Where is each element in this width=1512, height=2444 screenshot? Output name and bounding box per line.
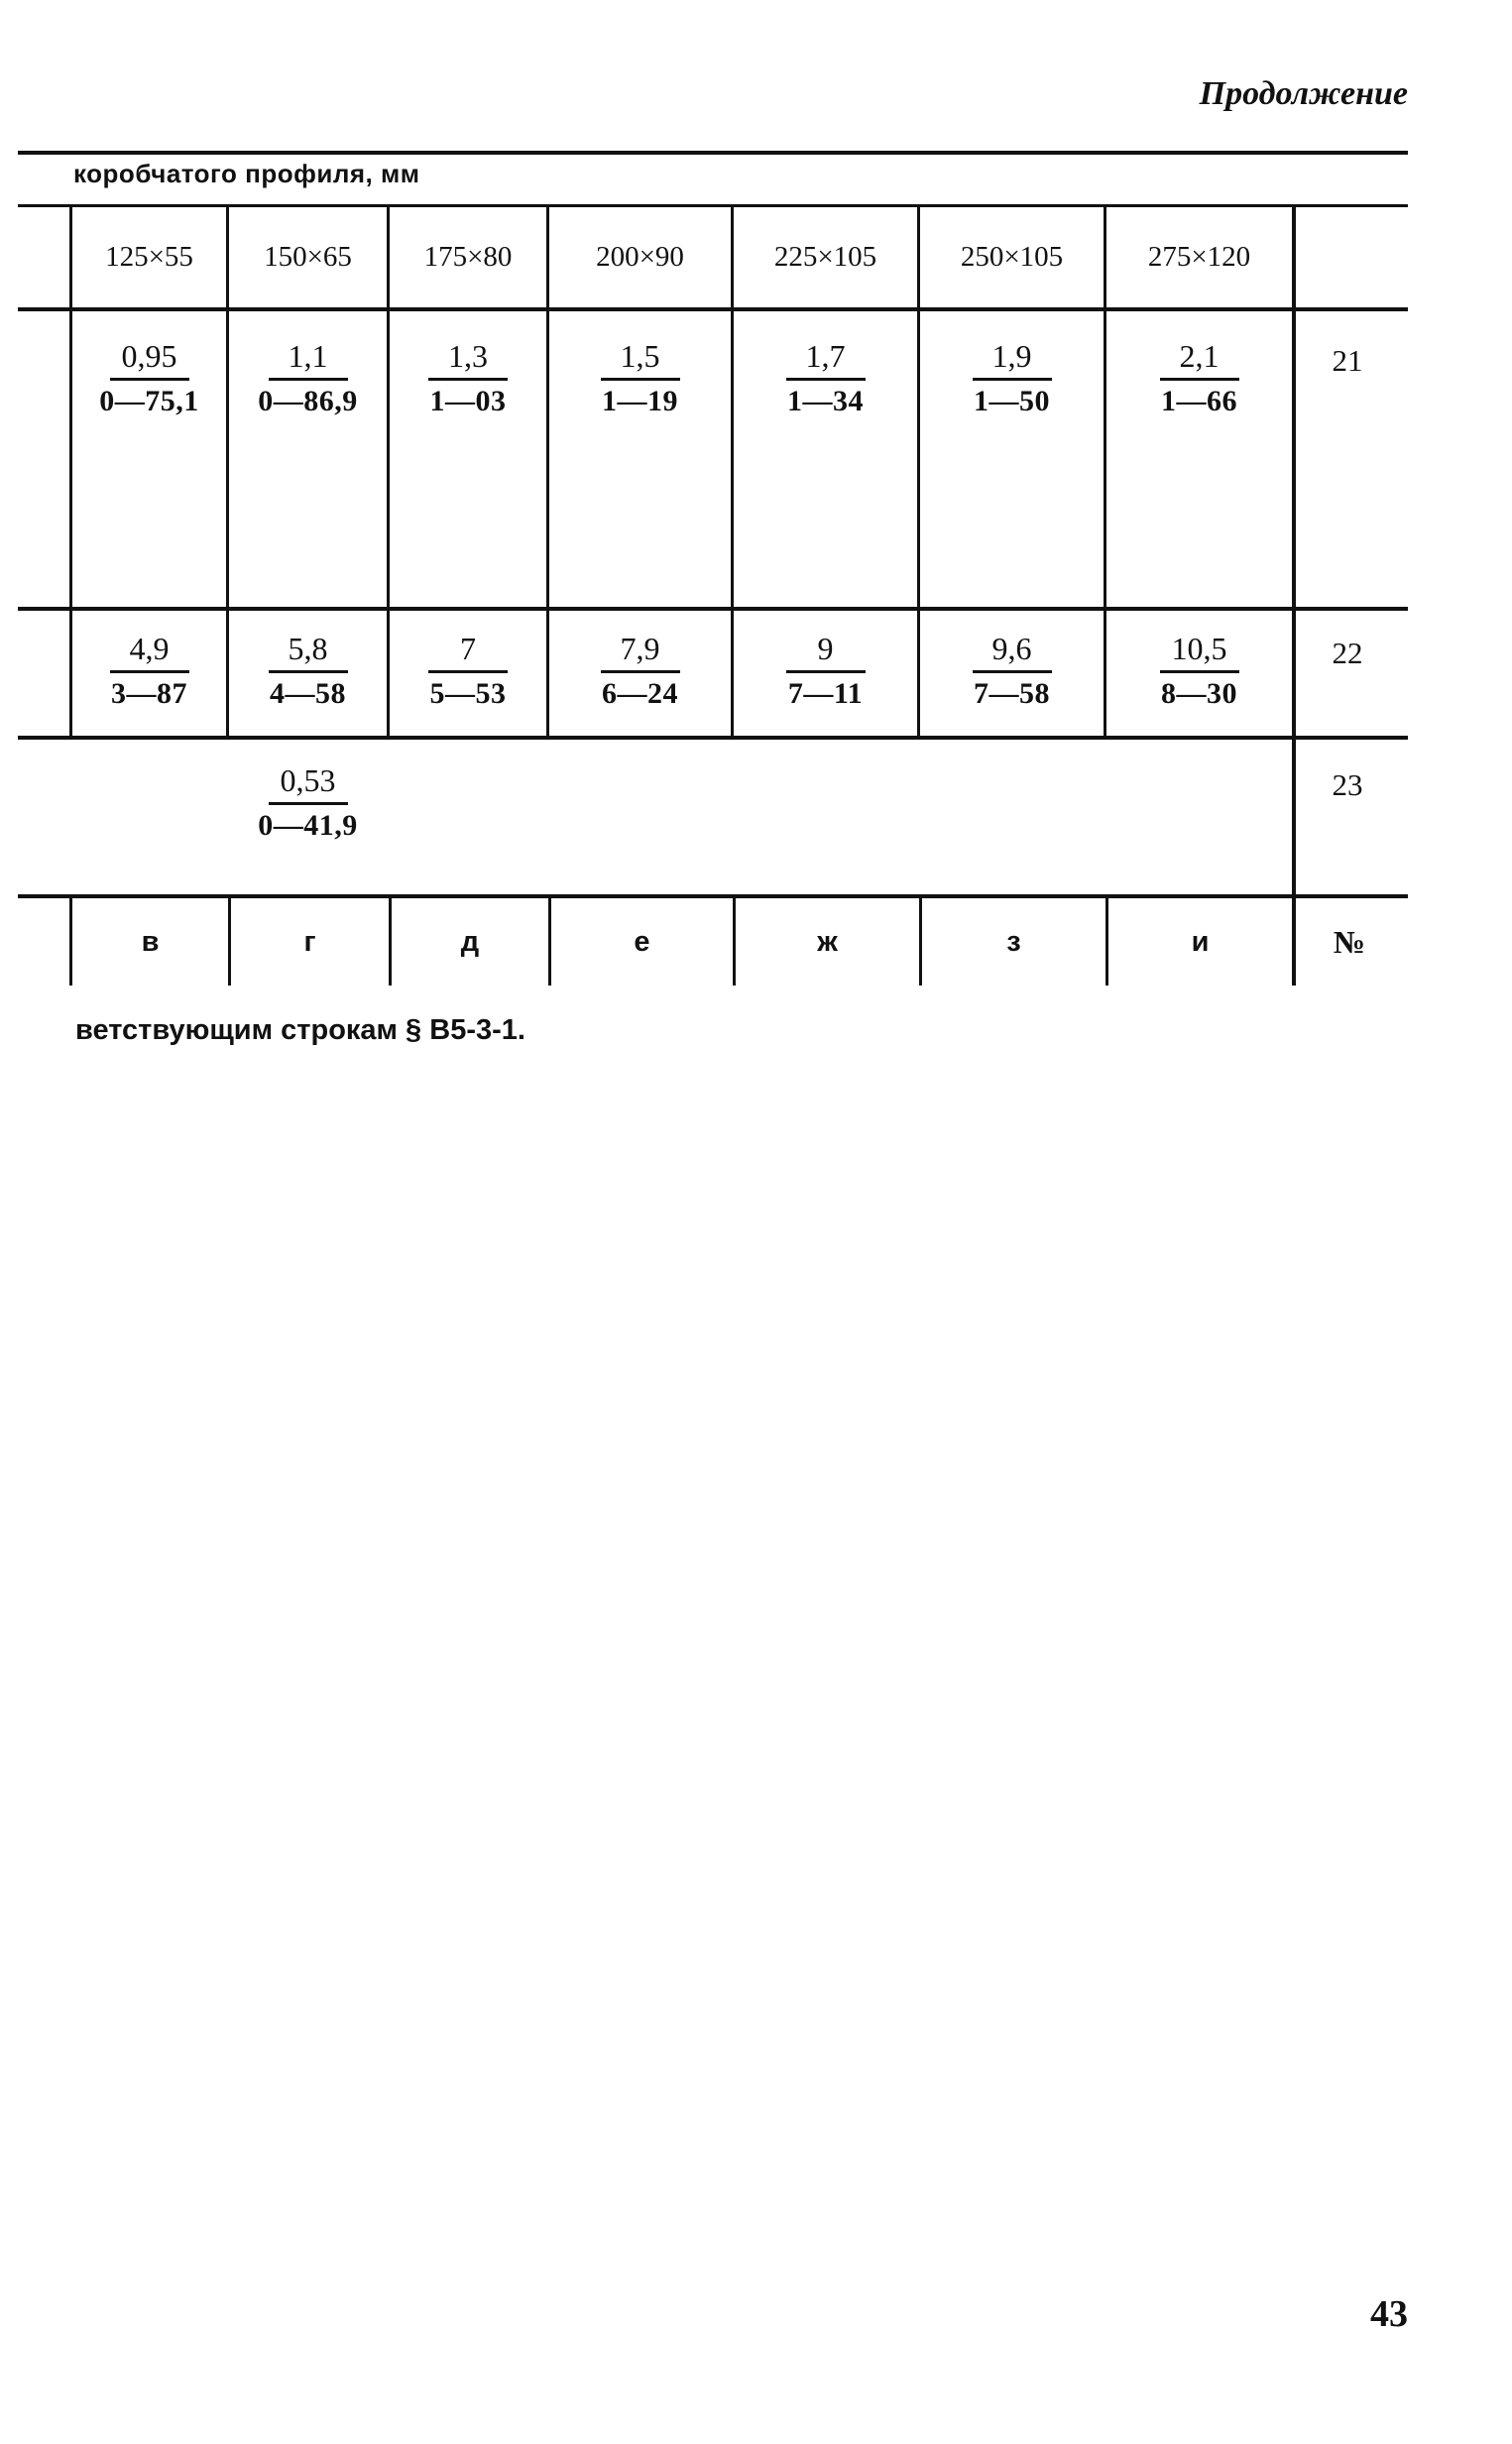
table-top-rule [18, 151, 1408, 155]
fraction-numerator: 9 [786, 630, 866, 673]
column-header: 200×90 [596, 240, 684, 273]
fraction-denominator: 0—41,9 [258, 809, 358, 842]
table-caption: коробчатого профиля, мм [73, 159, 420, 188]
column-letter: в [141, 925, 160, 958]
fraction-denominator: 0—86,9 [258, 385, 358, 417]
fraction-denominator: 5—53 [429, 677, 507, 710]
column-header: 275×120 [1147, 240, 1251, 273]
row-23-bottom-rule [18, 894, 1408, 898]
table-cell [72, 630, 226, 715]
table-cell [549, 630, 731, 715]
row-number: 22 [1332, 636, 1363, 670]
table-cell [549, 337, 731, 422]
fraction-numerator: 4,9 [110, 630, 189, 673]
fraction-denominator: 1—66 [1161, 385, 1237, 417]
table-cell [920, 630, 1104, 715]
table-cell [734, 337, 917, 422]
fraction-denominator: 1—03 [429, 385, 507, 417]
column-letter: д [460, 925, 480, 958]
fraction-numerator: 0,53 [269, 761, 348, 805]
table-cell [229, 337, 387, 422]
continuation-label: Продолжение [1199, 75, 1408, 112]
fraction-numerator: 7,9 [601, 630, 680, 673]
fraction-numerator: 1,3 [428, 337, 508, 381]
footnote: ветствующим строкам § В5-3-1. [75, 1014, 525, 1046]
fraction-numerator: 1,1 [269, 337, 348, 381]
table-cell [229, 761, 387, 847]
fraction-denominator: 7—11 [787, 677, 864, 710]
table-cell [920, 337, 1104, 422]
column-header: 175×80 [423, 240, 513, 273]
column-letter: з [1006, 925, 1021, 958]
table-cell [1106, 337, 1292, 422]
table-cell [734, 630, 917, 715]
row-number: 21 [1332, 343, 1363, 378]
fraction-numerator: 1,7 [786, 337, 866, 381]
column-letter: ж [817, 925, 838, 958]
table-cell [72, 337, 226, 422]
table-cell [1106, 630, 1292, 715]
column-letter: г [303, 925, 316, 958]
number-column-header: № [1333, 923, 1366, 960]
fraction-denominator: 3—87 [111, 677, 187, 710]
row-number: 23 [1332, 767, 1363, 802]
table-cell [229, 630, 387, 715]
column-letter: е [634, 925, 650, 958]
fraction-denominator: 7—58 [974, 677, 1050, 710]
fraction-numerator: 10,5 [1160, 630, 1239, 673]
column-header: 150×65 [264, 240, 352, 273]
fraction-denominator: 1—19 [602, 385, 678, 417]
fraction-numerator: 1,9 [973, 337, 1052, 381]
column-letter: и [1191, 925, 1210, 958]
fraction-numerator: 2,1 [1160, 337, 1239, 381]
column-header: 125×55 [105, 240, 193, 273]
fraction-denominator: 1—50 [974, 385, 1050, 417]
fraction-denominator: 8—30 [1161, 677, 1237, 710]
fraction-numerator: 0,95 [110, 337, 189, 381]
table-cell [390, 337, 546, 422]
fraction-denominator: 1—34 [787, 385, 864, 417]
fraction-numerator: 9,6 [973, 630, 1052, 673]
fraction-numerator: 1,5 [601, 337, 680, 381]
fraction-numerator: 7 [428, 630, 508, 673]
table-cell [390, 630, 546, 715]
fraction-numerator: 5,8 [269, 630, 348, 673]
fraction-denominator: 6—24 [602, 677, 678, 710]
col-rule-7 [1292, 204, 1296, 986]
column-header: 225×105 [773, 240, 877, 273]
column-header: 250×105 [960, 240, 1064, 273]
fraction-denominator: 4—58 [270, 677, 346, 710]
fraction-denominator: 0—75,1 [99, 385, 199, 417]
page-number: 43 [1370, 2293, 1408, 2335]
